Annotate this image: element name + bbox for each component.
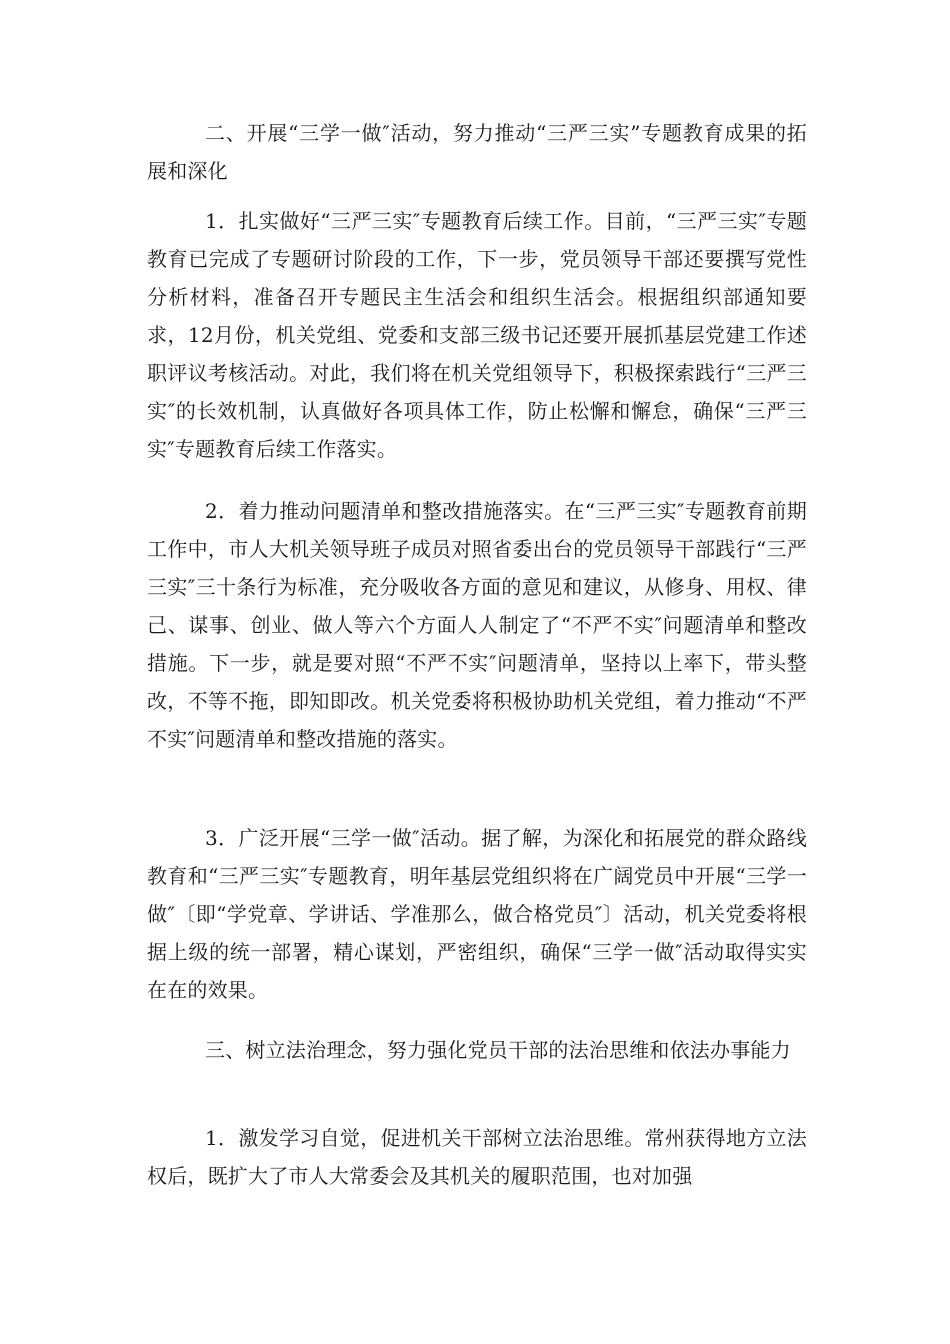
section-three-paragraph-1: 1．激发学习自觉，促进机关干部树立法治思维。常州获得地方立法权后，既扩大了市人大常委会及其机关的履职范围，也对加强 — [147, 1126, 807, 1188]
section-two-paragraph-2: 2．着力推动问题清单和整改措施落实。在“三严三实″专题教育前期工作中，市人大机关领导班子成员对照省委出台的党员领导干部践行“三严三实″三十条行为标准，充分吸收各方面的意见和建议，从修身、用权、律己、谋事、创业、做人等六个方面人人制定了“不严不实″问题清单和整改措施。下一步，就是要对照“不严不实″问题清单，坚持以上率下，带头整改，不等不拖，即知即改。机关党委将积极协助机关党组，着力推动“不严不实″问题清单和整改措施的落实。 — [147, 499, 807, 751]
section-two-paragraph-3: 3．广泛开展“三学一做″活动。据了解，为深化和拓展党的群众路线教育和“三严三实″专题教育，明年基层党组织将在广阔党员中开展“三学一做″〔即“学党章、学讲话、学准那么，做合格党员″〕活动，机关党委将根据上级的统一部署，精心谋划，严密组织，确保“三学一做″活动取得实实在在的效果。 — [147, 826, 807, 1002]
section-two-heading: 二、开展“三学一做″活动，努力推动“三严三实”专题教育成果的拓展和深化 — [147, 121, 807, 183]
section-two-paragraph-1: 1．扎实做好“三严三实″专题教育后续工作。目前，“三严三实″专题教育已完成了专题研讨阶段的工作，下一步，党员领导干部还要撰写党性分析材料，准备召开专题民主生活会和组织生活会。根据组织部通知要求，12月份，机关党组、党委和支部三级书记还要开展抓基层党建工作述职评议考核活动。对此，我们将在机关党组领导下，积极探索践行“三严三实″的长效机制，认真做好各项具体工作，防止松懈和懈怠，确保“三严三实″专题教育后续工作落实。 — [147, 209, 807, 461]
section-three-heading: 三、树立法治理念，努力强化党员干部的法治思维和依法办事能力 — [205, 1038, 791, 1062]
